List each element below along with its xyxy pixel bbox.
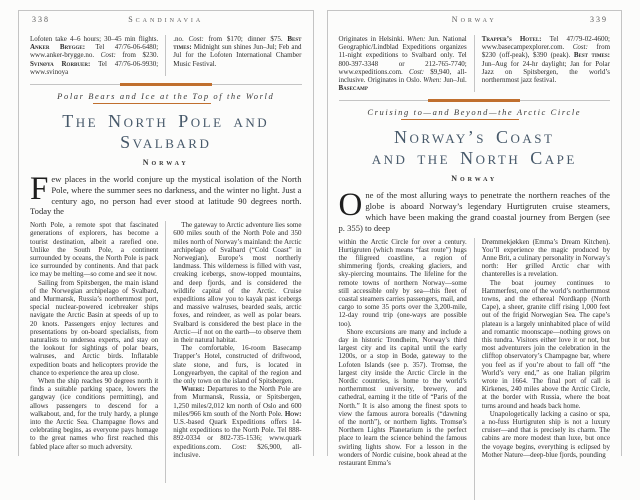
- text-run: Tel 47/76-06-6480; www.anker-brygge.no.: [30, 43, 159, 60]
- label-run: Anker Brygge:: [30, 43, 96, 52]
- paragraph: [173, 385, 301, 459]
- drop-cap: F: [30, 171, 49, 208]
- text-run: from $230.: [122, 51, 159, 60]
- text-run: $26,900, all-inclusive.: [173, 442, 302, 459]
- kicker-text: Cruising to—and Beyond—the Arctic Circle: [367, 107, 582, 118]
- continuation-entry: [339, 35, 611, 92]
- italic-run: Cost:: [572, 43, 597, 52]
- text-run: Midnight sun shines Jun–Jul; Feb and Jul for the Lofoten International Chamber Music Festival.: [173, 43, 302, 68]
- italic-run: When:: [423, 76, 444, 85]
- continuation-column-1: [339, 35, 474, 92]
- running-head: Norway: [451, 15, 497, 24]
- country-subtitle: Norway: [451, 174, 498, 184]
- text-run: from $230 (off-peak), $390 (peak).: [481, 43, 611, 60]
- title-line-1: Norway’s Coast: [394, 127, 555, 148]
- country-subtitle: Norway: [142, 158, 189, 168]
- lead-text: ew places in the world conjure up the mystical isolation of the North Pole, where the summer sees no darkness, and the winter no light. Just a century ago, no person had ever stood at latitude 90 degrees north. Today the: [30, 174, 302, 217]
- italic-run: Cost:: [100, 51, 123, 60]
- kicker-text: Polar Bears and Ice at the Top of the World: [57, 91, 275, 102]
- page-number: 339: [590, 15, 608, 24]
- paragraph: [173, 221, 301, 344]
- text-run: Jun. National Geographic/Lindblad Expeditions organizes 11-night expeditions to Svalbard only. Tel 800-397-3348 or 212-765-7740; www.expeditions.com.: [338, 35, 467, 76]
- italic-run: Cost:: [188, 35, 209, 43]
- text-run: Jun–Aug for 24-hr daylight; Jan for Polar Jazz on Spitsbergen, the world’s northernmost jazz festival.: [481, 59, 610, 85]
- text-run: Jun–Jul.: [443, 76, 467, 85]
- section-divider: [30, 84, 302, 85]
- label-run: Basecamp: [338, 84, 368, 93]
- label-run: Best times:: [573, 51, 610, 60]
- section-kicker: [30, 91, 302, 104]
- title-line-1: The North Pole and: [62, 111, 270, 132]
- lead-text: ne of the most alluring ways to penetrate the northern reaches of the globe is aboard Norway’s legendary Hurtigruten cruise steamers, which have been making the grand coastal journey from Bergen (see p. 355) to deep: [338, 190, 610, 233]
- text-run: from $170; dinner $75.: [208, 35, 288, 43]
- text-run: Tel 47/76-06-9930; www.svinoya: [30, 59, 159, 76]
- text-run: within the Arctic Circle for over a century. Hurtigruten (which means “fast route”) hugs the filigreed coastline, a region of shimmering fjords, creaking glaciers, and sky-piercing mountains. The lifeline for the remote towns of northern Norway—some still accessible only by sea—this fleet of coastal steamers carries passengers, mail, and cargo to some 35 ports over the 3,200-mile, 12-day round trip (one-ways are possible too).: [338, 237, 467, 328]
- italic-run: Cost:: [408, 67, 431, 76]
- drop-cap: O: [338, 187, 363, 224]
- text-run: $9,940, all-inclusive. Originates in Oslo.: [338, 67, 467, 85]
- text-run: Sailing from Spitsbergen, the main island of the Norwegian archipelago of Svalbard, and Murmansk, Russia’s northernmost port, special nuclear-powered icebreaker ships navigate the Arctic Basin at speeds of up to 20 knots. Passengers enjoy lectures and presentations by on-board specialists, from naturalists to undersea experts, and stay on the lookout for sightings of polar bears, walruses, and Arctic birds. Inflatable expedition boats and helicopters provide the chance to experience the area up close.: [30, 278, 159, 377]
- paragraph: [339, 238, 467, 328]
- continuation-column-1: [30, 35, 165, 76]
- accent-bar: [120, 83, 212, 86]
- text-run: Lofoten take 4–6 hours; 30–45 min flights.: [30, 35, 159, 43]
- paragraph: [30, 279, 158, 377]
- page-number: 338: [32, 15, 50, 24]
- text-run: Departures to the North Pole are from Murmansk, Russia, or Spitsbergen, 1,250 miles/2,012 km north of Oslo and 600 miles/966 km south of the North Pole.: [173, 385, 302, 418]
- label-run: Best times:: [173, 35, 302, 52]
- text-run: The gateway to Arctic adventure lies some 600 miles south of the North Pole and 350 miles north of Norway’s mainland: the Arctic archipelago of Svalbard (“Cold Coast” in Norwegian), Europe’s most northerly landmass. This wilderness is filled with vast, creaking icebergs, snow-topped mountains, and deep fjords, and is considered the wildlife capital of the Arctic. Cruise expeditions allow you to kayak past icebergs and massive walruses, bearded seals, arctic foxes, and reindeer, as well as polar bears. Svalbard is considered the best place in the Arctic—if not on the earth—to observe them in their natural habitat.: [173, 221, 302, 345]
- text-run: U.S.-based Quark Expeditions offers 14-night expeditions to the North Pole. Tel 888-892-0334 or 802-735-1536; www.quark expeditions.com.: [173, 418, 302, 451]
- body-column-1: [30, 221, 165, 483]
- lead-paragraph: [338, 187, 611, 233]
- body-columns: [30, 221, 302, 483]
- accent-bar: [428, 99, 520, 102]
- article-title: [339, 127, 611, 169]
- italic-run: Cost:: [231, 442, 258, 451]
- article-title: [30, 111, 302, 153]
- text-run: Shore excursions are many and include a day in historic Trondheim, Norway’s third largest city and its capital until the early 1200s, or a stop in Bodø, gateway to the Lofoten Islands (see p. 357). Tromsø, the largest city inside the Arctic Circle in the Nordic countries, is home to the world’s northernmost university, brewery, and cathedral, earning it the title of “Paris of the North.” It is also among the finest spots to view the famous aurora borealis (“dawning of the north”), or northern lights. Tromsø’s Northern Lights Planetarium is the perfect place to learn the science behind the famous swirling lights show. For a lesson in the wonders of Nordic cuisine, book ahead at the restaurant Emma’s: [338, 327, 467, 468]
- kicker-underline: [401, 119, 519, 120]
- text-run: .no.: [173, 35, 189, 43]
- text-run: Originates in Helsinki.: [338, 35, 408, 43]
- paragraph: [30, 221, 158, 278]
- body-column-1: [339, 238, 474, 500]
- body-column-2: [165, 221, 301, 483]
- page-338: [18, 10, 314, 459]
- continuation-column-2: [474, 35, 610, 92]
- label-run: How:: [284, 409, 302, 418]
- continuation-entry: [30, 35, 302, 76]
- page-header: [339, 15, 611, 28]
- paragraph: [173, 344, 301, 385]
- text-run: The comfortable, 16-room Basecamp Trapper’s Hotel, constructed of driftwood, slate stone, and furs, is located in Longyearbyen, the capital of the region and the only town on the island of Spitsbergen.: [173, 344, 302, 386]
- section-kicker: [339, 107, 611, 120]
- label-run: Where:: [181, 385, 208, 394]
- kicker-underline: [93, 103, 211, 104]
- label-run: Svinøya Rorbuer:: [30, 59, 99, 68]
- paragraph: [482, 279, 610, 410]
- text-run: The boat journey continues to Hammerfest, one of the world’s northernmost towns, and the ethereal Nordkapp (North Cape), a sheer, granite cliff rising 1,000 feet out of the frigid Norwegian Sea. The cape’s plateau is a largely uninhabited place of wild and romantic moonscape—nothing grows on this tundra. Visitors either love it or not, but most adventurers join the celebration in the clifftop observatory’s Champagne bar, where you feel as if you’re about to fall off “the World’s very end,” as one Italian pilgrim wrote in 1664. The final port of call is Kirkenes, 240 miles above the Arctic Circle, at the border with Russia, where the boat turns around and heads back home.: [481, 278, 610, 410]
- page-header: [30, 15, 302, 28]
- title-line-2: Svalbard: [120, 132, 212, 153]
- paragraph: [339, 328, 467, 467]
- lead-paragraph: [30, 171, 302, 217]
- text-run: Unapologetically lacking a casino or spa, a no-fuss Hurtigruten ship is not a luxury cruiser—and that is precisely its charm. The cabins are more modest than luxe, but once the voyage begins, everything is eclipsed by Mother Nature—deep-blue fjords, pounding: [481, 409, 610, 459]
- title-line-2: and the North Cape: [371, 148, 577, 169]
- running-head: Scandinavia: [128, 15, 204, 24]
- page-339: [327, 10, 623, 468]
- section-divider: [339, 100, 611, 101]
- text-run: Drømmekjøkken (Emma’s Dream Kitchen). You’ll experience the magic produced by Anne Brit, a culinary personality in Norway’s north: Her grilled Arctic char with chanterelles is a revelation.: [481, 237, 610, 279]
- paragraph: [482, 410, 610, 459]
- label-run: Trapper’s Hotel:: [481, 35, 550, 43]
- paragraph: [30, 377, 158, 451]
- paragraph: [482, 238, 610, 279]
- body-column-2: [474, 238, 610, 500]
- italic-run: When:: [407, 35, 429, 43]
- text-run: Tel 47/79-02-4600; www.basecampexplorer.com.: [481, 35, 610, 52]
- body-columns: [339, 238, 611, 500]
- text-run: North Pole, a remote spot that fascinated generations of explorers, has become a tourist destination, albeit a rarefied one. Unlike the South Pole, a continent surrounded by oceans, the North Pole is pack ice surrounded by continents. And that pack ice may be melting—so come and see it now.: [30, 221, 159, 279]
- text-run: When the ship reaches 90 degrees north it finds a suitable parking space, lowers the gangway (ice conditions permitting), and allows passengers to descend for a walkabout, and, for the truly hardy, a plunge into the Arctic Sea. Champagne flows and celebrating begins, as everyone pays homage to the great names who first reached this fabled place after so much adversity.: [30, 377, 159, 451]
- continuation-column-2: [165, 35, 301, 76]
